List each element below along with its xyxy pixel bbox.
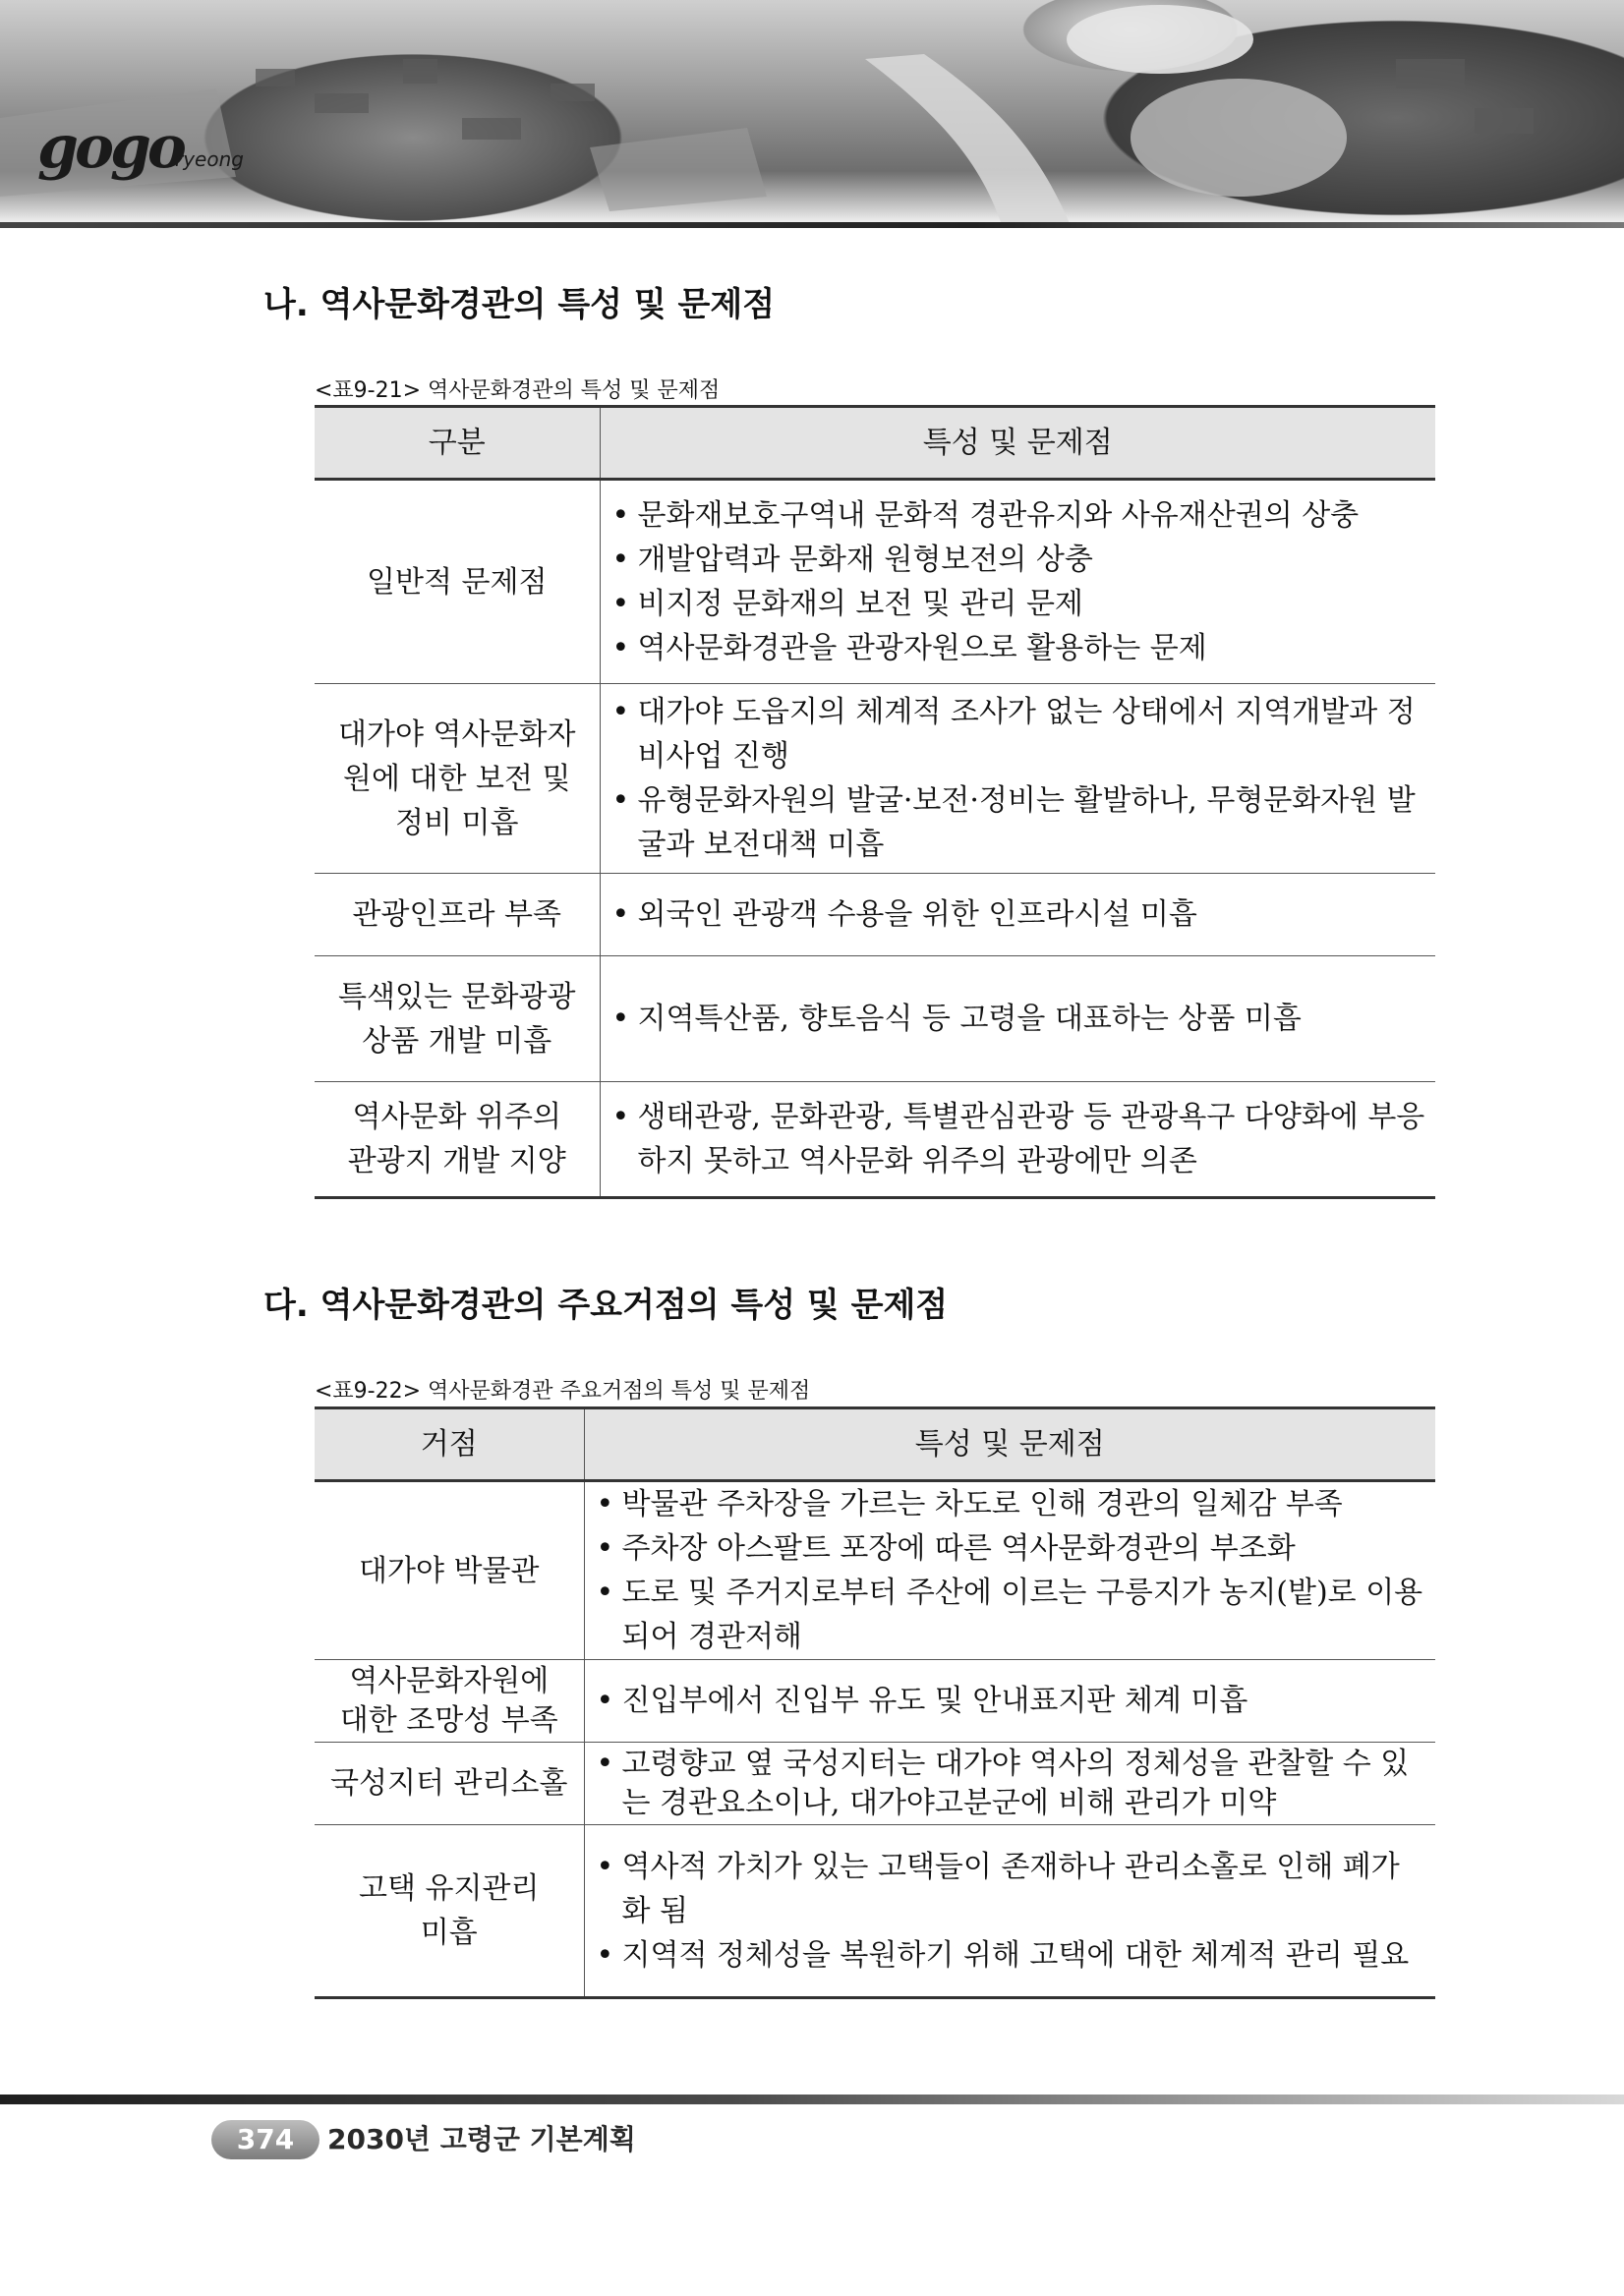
row-category: 일반적 문제점 — [315, 480, 600, 684]
table2-caption: <표9-22> 역사문화경관 주요거점의 특성 및 문제점 — [315, 1379, 811, 1404]
table-row — [315, 1082, 1435, 1198]
list-item: • 고령향교 옆 국성지터는 대가야 역사의 정체성을 관찰할 수 있는 경관요소이나, 대가야고분군에 비해 관리가 미약 — [593, 1745, 1428, 1823]
table-9-22 — [315, 1406, 1435, 1999]
row-category: 국성지터 관리소홀 — [315, 1743, 584, 1825]
list-item: • 진입부에서 진입부 유도 및 안내표지판 체계 미흡 — [593, 1679, 1428, 1723]
row-category: 관광인프라 부족 — [315, 874, 600, 956]
list-item: • 문화재보호구역내 문화적 경관유지와 사유재산권의 상충 — [609, 493, 1428, 538]
table-row — [315, 956, 1435, 1082]
list-item: • 개발압력과 문화재 원형보전의 상충 — [609, 538, 1428, 582]
header-banner — [0, 0, 1624, 228]
row-category: 고택 유지관리 미흡 — [315, 1825, 584, 1998]
list-item: • 지역특산품, 향토음식 등 고령을 대표하는 상품 미흡 — [609, 997, 1428, 1041]
row-category: 대가야 역사문화자원에 대한 보전 및 정비 미흡 — [315, 684, 600, 874]
footer-book-title: 2030년 고령군 기본계획 — [327, 2123, 636, 2155]
table2-header-row — [315, 1408, 1435, 1481]
list-item: • 외국인 관광객 수용을 위한 인프라시설 미흡 — [609, 892, 1428, 937]
table1-caption: <표9-21> 역사문화경관의 특성 및 문제점 — [315, 378, 721, 403]
row-category: 역사문화 위주의 관광지 개발 지양 — [315, 1082, 600, 1198]
page-number: 374 — [211, 2120, 319, 2159]
table1-col-issues: 특성 및 문제점 — [600, 407, 1435, 480]
list-item: • 대가야 도읍지의 체계적 조사가 없는 상태에서 지역개발과 정비사업 진행 — [609, 690, 1428, 778]
list-item: • 주차장 아스팔트 포장에 따른 역사문화경관의 부조화 — [593, 1526, 1428, 1571]
footer-rule — [0, 2095, 1624, 2104]
table-row — [315, 1743, 1435, 1825]
table1-col-category: 구분 — [315, 407, 600, 480]
section2-heading: 다. 역사문화경관의 주요거점의 특성 및 문제점 — [263, 1286, 949, 1325]
list-item: • 유형문화자원의 발굴·보전·정비는 활발하나, 무형문화자원 발굴과 보전대책 미흡 — [609, 778, 1428, 867]
list-item: • 도로 및 주거지로부터 주산에 이르는 구릉지가 농지(밭)로 이용되어 경관저해 — [593, 1571, 1428, 1659]
table2-col-site: 거점 — [315, 1408, 584, 1481]
header-rule — [0, 222, 1624, 228]
table-row — [315, 1660, 1435, 1743]
row-category: 역사문화자원에 대한 조망성 부족 — [315, 1660, 584, 1743]
table-row — [315, 480, 1435, 684]
table-9-21 — [315, 405, 1435, 1199]
aerial-photo-illustration — [0, 0, 1624, 228]
table-row — [315, 874, 1435, 956]
table-row — [315, 684, 1435, 874]
table1-header-row — [315, 407, 1435, 480]
table2-col-issues: 특성 및 문제점 — [584, 1408, 1435, 1481]
gogo-logo: gogo — [37, 113, 183, 182]
list-item: • 생태관광, 문화관광, 특별관심관광 등 관광욕구 다양화에 부응하지 못하고 역사문화 위주의 관광에만 의존 — [609, 1095, 1428, 1183]
table-row — [315, 1481, 1435, 1660]
table-row — [315, 1825, 1435, 1998]
list-item: • 비지정 문화재의 보전 및 관리 문제 — [609, 582, 1428, 626]
list-item: • 역사문화경관을 관광자원으로 활용하는 문제 — [609, 626, 1428, 670]
list-item: • 박물관 주차장을 가르는 차도로 인해 경관의 일체감 부족 — [593, 1482, 1428, 1526]
list-item: • 지역적 정체성을 복원하기 위해 고택에 대한 체계적 관리 필요 — [593, 1933, 1428, 1978]
list-item: • 역사적 가치가 있는 고택들이 존재하나 관리소홀로 인해 폐가화 됨 — [593, 1845, 1428, 1933]
section1-heading: 나. 역사문화경관의 특성 및 문제점 — [263, 285, 776, 324]
row-category: 대가야 박물관 — [315, 1481, 584, 1660]
row-category: 특색있는 문화광광상품 개발 미흡 — [315, 956, 600, 1082]
gogo-logo-sub: ryeong — [175, 147, 244, 171]
